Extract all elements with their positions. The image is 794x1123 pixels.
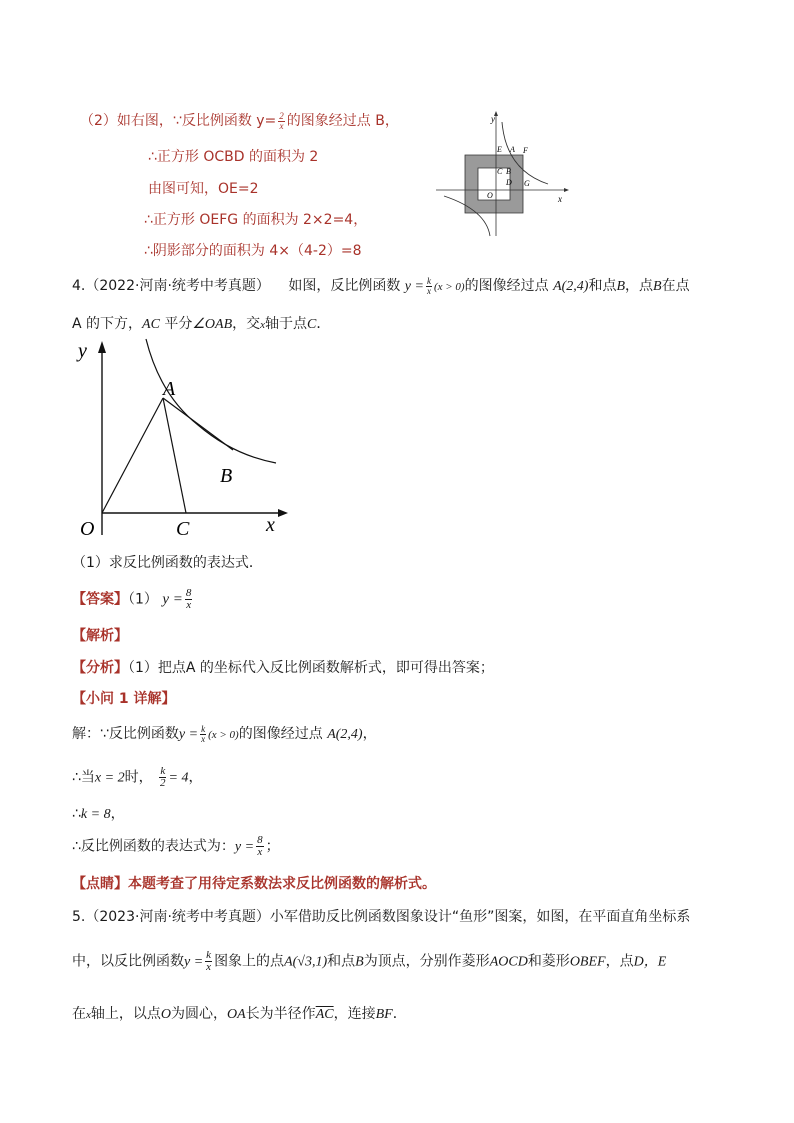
- q4-label-y: y: [78, 340, 87, 362]
- part2-line1-suffix: 的图象经过点 B，: [286, 113, 399, 129]
- part2-label-o: O: [487, 191, 493, 200]
- part2-label-c: C: [497, 167, 503, 176]
- q4-line2-mid: 平分: [164, 316, 193, 332]
- q5-line2-point: A(√3,1): [284, 954, 328, 970]
- q4-sol2-mid: 时，: [124, 769, 153, 786]
- q5-line3-prefix: 在: [72, 1006, 86, 1022]
- q4-point-b: B: [616, 279, 626, 294]
- q4-dianjing-text: 本题考查了用待定系数法求反比例函数的解析式。: [128, 876, 436, 892]
- q5-line3: [72, 1003, 407, 1023]
- q4-answer: [72, 588, 194, 611]
- part2-fraction: $\frac{2}{x}$: [279, 110, 284, 131]
- q4-y-arrow: [98, 341, 106, 353]
- q5-line1-text: 小军借助反比例函数图象设计“鱼形”图案，如图，在平面直角坐标系: [269, 909, 691, 925]
- q5-line2-mid: 图象上的点: [214, 953, 285, 970]
- q5-line3-end: ．: [392, 1006, 407, 1022]
- q4-fenxi-text: （1）把点A 的坐标代入反比例函数解析式，即可得出答案；: [128, 660, 494, 676]
- q5-line2-mid2: 和点: [327, 953, 356, 970]
- q4-hyperbola: [146, 339, 276, 463]
- q4-sub1: （1）求反比例函数的表达式．: [72, 555, 263, 571]
- q4-line2: [72, 313, 330, 333]
- q5-line2-prefix: 中，以反比例函数: [72, 953, 184, 970]
- q5-number: 5.: [72, 909, 86, 925]
- q4-sol2-prefix: ∴当: [72, 769, 95, 786]
- q4-point-a: A(2,4): [553, 279, 589, 294]
- q4-sol1-end: ，: [362, 726, 377, 742]
- part2-line1: [80, 110, 399, 131]
- part2-label-g: G: [524, 179, 530, 188]
- part2-label-f: F: [523, 146, 528, 155]
- q4-func-y: y =: [404, 279, 424, 294]
- q4-after-a: 和点: [588, 278, 617, 294]
- q4-line2-mid2: ，交: [232, 316, 261, 332]
- q4-line2-x: x: [260, 319, 266, 331]
- q4-sol3-eq: k = 8: [80, 807, 111, 822]
- q4-line-ac: [163, 398, 186, 513]
- q4-label-x: x: [266, 514, 275, 536]
- q5-line2-de: D，E: [633, 954, 667, 970]
- part2-axis-y-label: y: [491, 114, 495, 124]
- q4-source: （2022·河南·统考中考真题）: [85, 278, 270, 294]
- q4-label-o: O: [80, 518, 95, 540]
- q4-line1: [72, 275, 690, 296]
- q4-point-b2: B: [653, 279, 662, 294]
- q4-sol1-cond: (x > 0): [208, 729, 239, 741]
- q5-source: （2023·河南·统考中考真题）: [85, 909, 270, 925]
- q4-sol4: [72, 835, 280, 858]
- part2-x-arrow: [564, 188, 569, 192]
- part2-line1-prefix: （2）如右图，∵反比例函数 y=: [80, 113, 277, 129]
- q4-line2-angle: ∠OAB: [192, 317, 233, 332]
- q5-line2: [72, 950, 666, 973]
- q4-tail2: 在点: [661, 278, 690, 294]
- q4-sol3-end: ，: [110, 806, 125, 822]
- q5-line3-mid4: ，连接: [333, 1006, 376, 1022]
- q4-sol1: [72, 723, 377, 744]
- q4-line2-ac: AC: [142, 317, 160, 332]
- part2-line4: ∴正方形 OEFG 的面积为 2×2=4，: [144, 212, 368, 228]
- q4-sol2-end: ，: [188, 769, 203, 786]
- q4-answer-tag: 【答案】: [72, 591, 128, 608]
- q4-line2-end: 轴于点: [265, 316, 308, 332]
- part2-shaded-region: [465, 155, 523, 213]
- q4-func-cond: (x > 0): [433, 281, 465, 293]
- q4-answer-num: （1）: [128, 591, 158, 608]
- q5-line3-mid: 轴上，以点: [90, 1006, 161, 1022]
- q4-intro: 如图，反比例函数: [288, 278, 401, 294]
- q4-sol1-point: A(2,4): [327, 727, 363, 742]
- q5-line3-x: x: [86, 1009, 91, 1021]
- q4-line2-dot: ．: [316, 316, 331, 332]
- part2-line2: ∴正方形 OCBD 的面积为 2: [148, 149, 319, 165]
- q5-line2-b: B: [355, 954, 364, 970]
- q4-label-a: A: [163, 378, 176, 400]
- q4-func-fraction: $\frac{k}{x}$: [426, 275, 431, 296]
- q4-sol3-prefix: ∴: [72, 806, 81, 822]
- q4-sol2-eq: = 4: [168, 770, 189, 786]
- q4-line-ab: [163, 398, 233, 450]
- q5-line2-rh2: OBEF: [569, 954, 606, 970]
- q5-line3-o: O: [160, 1007, 172, 1022]
- q4-sol4-y: y =: [234, 839, 255, 855]
- q4-fenxi-tag: 【分析】: [72, 660, 128, 676]
- q5-line2-y: y =: [184, 954, 204, 970]
- q4-sol1-y: y =: [178, 727, 199, 742]
- part2-axis-x-label: x: [558, 194, 562, 204]
- q5-line2-rh1: AOCD: [489, 954, 528, 970]
- q4-sol4-end: ；: [265, 838, 280, 855]
- q4-line2-a: A 的下方，: [72, 316, 143, 332]
- q4-tail1: ，点: [625, 278, 654, 294]
- q5-line3-mid3: 长为半径作: [245, 1006, 316, 1022]
- q4-mid: 的图像经过点: [464, 278, 549, 294]
- part2-line5: ∴阴影部分的面积为 4×（4-2）=8: [144, 243, 362, 259]
- q4-sol3: [72, 803, 125, 823]
- q5-line2-mid5: ，点: [605, 953, 634, 970]
- q5-line2-mid3: 为顶点，分别作菱形: [363, 953, 490, 970]
- q4-sol2-fraction: $\frac{k}{2}$: [160, 765, 166, 789]
- q4-dianjing: [72, 873, 436, 893]
- q5-line3-oa: OA: [227, 1007, 246, 1022]
- part2-label-b: B: [506, 167, 511, 176]
- q4-label-c: C: [176, 518, 190, 540]
- q5-line1: [72, 906, 690, 926]
- q4-dianjing-tag: 【点睛】: [72, 876, 128, 892]
- q4-x-arrow: [278, 509, 288, 517]
- q4-line-oa: [102, 398, 163, 513]
- part2-label-a: A: [510, 145, 515, 154]
- q4-sol4-prefix: ∴反比例函数的表达式为：: [72, 838, 235, 855]
- q4-sol1-mid: 的图像经过点: [238, 726, 323, 742]
- part2-line3: 由图可知，OE=2: [148, 181, 259, 197]
- q5-line2-mid4: 和菱形: [527, 953, 570, 970]
- q5-line3-mid2: 为圆心，: [171, 1006, 228, 1022]
- q5-line2-fraction: $\frac{k}{x}$: [206, 949, 212, 973]
- part2-figure: [430, 110, 570, 240]
- q4-sol1-fraction: $\frac{k}{x}$: [201, 723, 206, 744]
- q4-figure: [68, 335, 293, 545]
- q4-line2-c: C: [307, 317, 317, 332]
- q5-line3-arc: $\overline{AC}$: [315, 1007, 334, 1022]
- q4-number: 4.: [72, 278, 86, 294]
- q4-answer-fraction: $\frac{8}{x}$: [185, 587, 192, 611]
- part2-label-e: E: [497, 145, 502, 154]
- q4-answer-y: y =: [162, 591, 183, 608]
- q4-sol2: [72, 766, 203, 789]
- part2-label-d: D: [506, 178, 512, 187]
- q4-analysis-tag: 【解析】: [72, 628, 128, 644]
- q4-detail-tag: 【小问 1 详解】: [72, 691, 176, 707]
- q4-fenxi: [72, 657, 494, 677]
- q4-sol4-fraction: $\frac{8}{x}$: [257, 834, 263, 858]
- q5-line3-bf: BF: [375, 1007, 393, 1022]
- q4-sol1-prefix: 解：∵反比例函数: [72, 726, 179, 742]
- q4-sol2-x: x = 2: [94, 770, 125, 786]
- q4-label-b: B: [220, 465, 233, 487]
